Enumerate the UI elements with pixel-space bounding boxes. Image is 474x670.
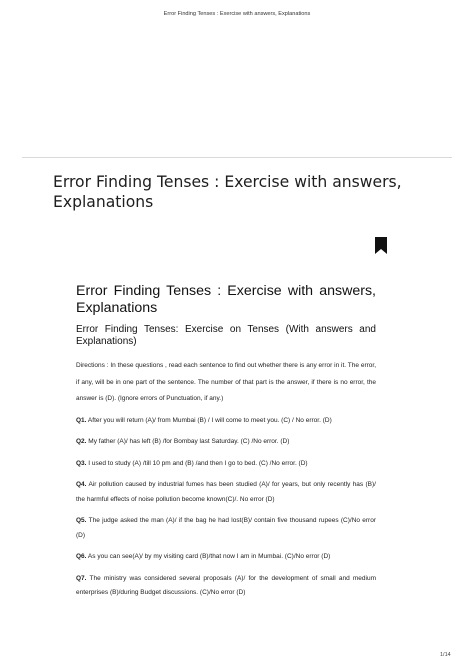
question-item [76, 514, 376, 543]
question-text: As you can see(A)/ by my visiting card (B)/that now I am in Mumbai. (C)/No error (D) [86, 553, 331, 560]
header-divider [22, 157, 452, 158]
question-text: My father (A)/ has left (B) /for Bombay last Saturday. (C) /No error. (D) [86, 438, 290, 445]
question-item [76, 550, 376, 565]
directions-text: Directions : In these questions , read each sentence to find out whether there is any error in it. The error, if any, will be in one part of the sentence. The number of that part is the answer, if there is no error, the answer is (D). (Ignore errors of Punctuation, if any.) [76, 362, 376, 402]
question-item [76, 435, 376, 450]
question-text: I used to study (A) /till 10 pm and (B) /and then I go to bed. (C) /No error. (D) [86, 459, 308, 467]
question-number: Q2. [76, 438, 87, 445]
question-text: The judge asked the man (A)/ if the bag he had lost(B)/ contain five thousand rupees (C)/No error (D) [76, 517, 376, 539]
question-number: Q7. [76, 574, 87, 582]
question-text: The ministry was considered several proposals (A)/ for the development of small and medium enterprises (B)/during Budget discussions. (C)/No error (D) [76, 574, 376, 596]
content-title: Error Finding Tenses : Exercise with answers, Explanations [76, 283, 376, 316]
question-item [76, 572, 376, 601]
question-text: Air pollution caused by industrial fumes has been studied (A)/ for years, but only recently has (B)/ the harmful effects of noise pollution become known(C)/. No error (D) [76, 481, 376, 503]
content-subtitle: Error Finding Tenses: Exercise on Tenses (With answers and Explanations) [76, 324, 376, 347]
bookmark-icon[interactable] [374, 237, 388, 254]
question-item [76, 457, 376, 472]
document-title: Error Finding Tenses : Exercise with answers, Explanations [53, 173, 402, 211]
question-number: Q3. [76, 459, 87, 467]
question-number: Q5. [76, 517, 87, 524]
question-item [76, 414, 376, 429]
question-number: Q4. [76, 481, 87, 488]
page-number: 1/14 [440, 652, 451, 658]
content-area [76, 283, 376, 608]
question-item [76, 478, 376, 507]
question-number: Q1. [76, 416, 87, 424]
page-header-title: Error Finding Tenses : Exercise with answers, Explanations [163, 11, 311, 17]
question-number: Q6. [76, 553, 87, 560]
question-text: After you will return (A)/ from Mumbai (B) / I will come to meet you. (C) / No error. (D) [86, 416, 332, 424]
